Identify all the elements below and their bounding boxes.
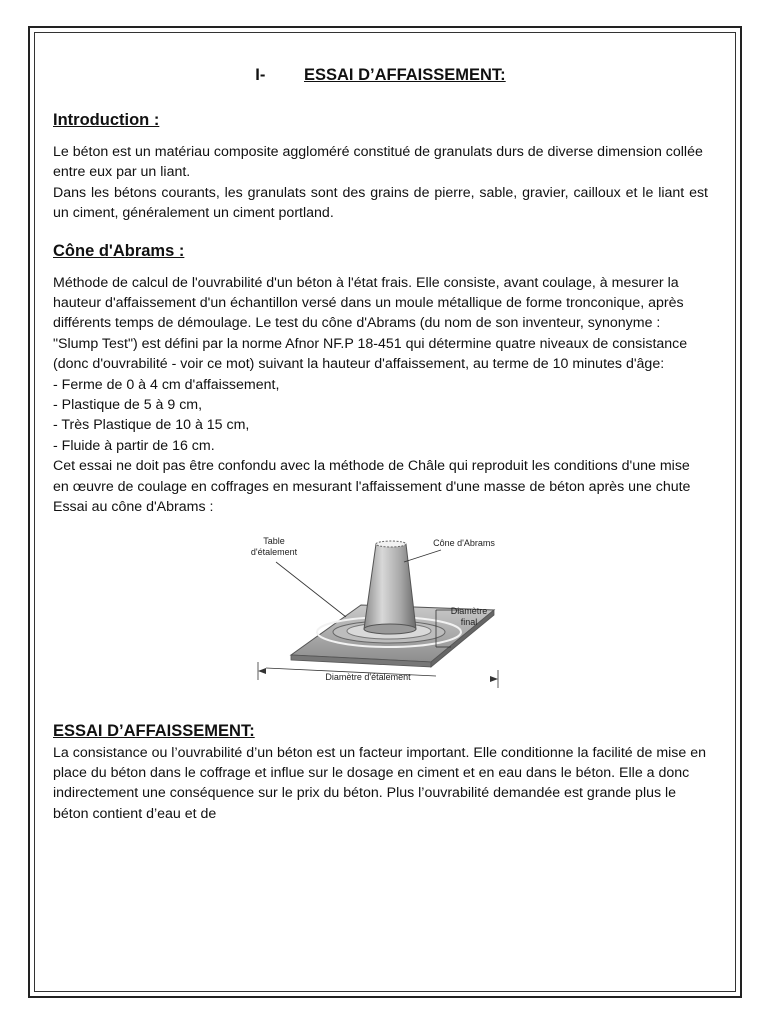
label-final-diameter: Diamètre final: [450, 605, 488, 627]
introduction-paragraph-2: Dans les bétons courants, les granulats sont des grains de pierre, sable, gravier, cailloux et le liant est un ciment, généralement un ciment portland.: [53, 184, 708, 222]
list-item: - Fluide à partir de 16 cm.: [53, 437, 215, 454]
consistency-levels-list: [53, 375, 708, 457]
slump-test-paragraph: La consistance ou l’ouvrabilité d’un béton est un facteur important. Elle conditionne la facilité de mise en place du béton dans le coffrage et influe sur le dosage en ciment et en eau dans le béton. Elle a donc indirectement une conséquence sur le prix du béton. Plus l’ouvrabilité demandée est grande plus le béton contient d’eau et de: [53, 744, 707, 822]
slump-test-heading: ESSAI D’AFFAISSEMENT:: [53, 721, 255, 740]
list-item: - Ferme de 0 à 4 cm d'affaissement,: [53, 376, 280, 393]
cone-paragraph: Méthode de calcul de l'ouvrabilité d'un béton à l'état frais. Elle consiste, avant coulage, à mesurer la hauteur d'affaissement d'un échantillon versé dans un moule métallique de forme tronconique, après différents temps de démoulage. Le test du cône d'Abrams (du nom de son inventeur, synonyme : "Slump Test") est défini par la norme Afnor NF.P 18-451 qui détermine quatre niveaux de consistance (donc d'ouvrabilité - voir ce mot) suivant la hauteur d'affaissement, au terme de 10 minutes d'âge:: [53, 274, 688, 373]
cone-paragraph-after: Cet essai ne doit pas être confondu avec la méthode de Châle qui reproduit les conditions d'une mise en œuvre de coulage en coffrages en mesurant l'affaissement d'une masse de béton après une chute: [53, 458, 691, 495]
abrams-cone-figure: [236, 522, 666, 712]
page-title: [53, 66, 708, 85]
abrams-cone-shape: [364, 544, 416, 629]
list-item: - Très Plastique de 10 à 15 cm,: [53, 417, 250, 434]
figure-caption: Essai au cône d'Abrams :: [53, 499, 214, 516]
document-content: [53, 66, 708, 824]
cone-heading: Cône d'Abrams :: [53, 241, 185, 260]
introduction-paragraph-1: Le béton est un matériau composite aggloméré constitué de granulats durs de diverse dimension collée entre eux par un liant.: [53, 144, 703, 181]
title-text: ESSAI D’AFFAISSEMENT:: [303, 66, 506, 84]
label-spreading-table: Table d'étalement: [250, 535, 298, 557]
label-spreading-diameter: Diamètre d'étalement: [325, 671, 411, 682]
list-item: - Plastique de 5 à 9 cm,: [53, 397, 203, 414]
label-abrams-cone: Cône d'Abrams: [433, 537, 495, 548]
introduction-heading: Introduction :: [53, 111, 160, 129]
title-number: I-: [255, 66, 266, 84]
